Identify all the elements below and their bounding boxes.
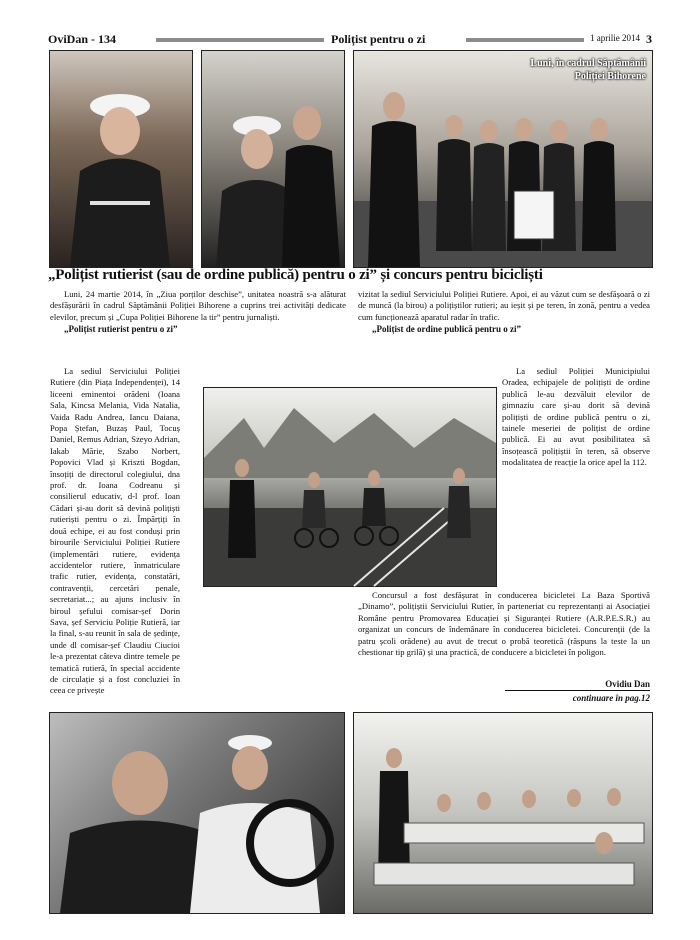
photo-group-visit xyxy=(353,50,653,268)
issue-date: 1 aprilie 2014 xyxy=(590,33,640,43)
page-number: 3 xyxy=(646,32,652,46)
subheading-traffic-police: „Polițist rutierist pentru o zi” xyxy=(64,324,178,335)
left-lead-paragraph: La sediul Serviciului Poliției Rutiere (din Piața Independenței), 14 liceeni eminentoi orădeni (Ioana Sala, Kincsa Melania, Vida Natalia, Vaida Radu Andrea, Iancu Daiana, Popa Ștefan, Buzaș Paul, Tocuș Daniel, Remus Adrian, Szeyo Adrian, Iakab Mărie, Szabo Norbert, Popovici Vlad și Kriszti Bogdan, însoțiți de directorul colegiului, dna prof. dr. Ioana Codreanu și consilierul educativ, d-l prof. Ioan Cădari și-au dorit să devină polițiști rutieriști pentru o zi. Împărțiți în două echipe, ei au fost conduși prin birourile Serviciului Poliției Rutiere (implementări rutiere, evidența accidentelor rutiere, înmatriculare trafic rutier, evidența, constatări, contravenții, cercetări penale, secretariat...; au ajuns inclusiv în biroul șefului comisar-șef Dorin Sava, șef Serviciu Poliție Rutieră, iar la final, s-au reunit în sala de ședințe, unde dl comisar-șef Claudiu Ciucioi le-a prezentat câteva dintre temele pe tematică rutieră, în special accidente de circulație și a fost concluziei în ceea ce privește xyxy=(50,366,180,696)
article-right-bottom xyxy=(358,590,650,678)
public-order-paragraph: La sediul Poliției Municipiului Oradea, echipajele de polițiști de ordine publică le-au dezvăluit elevilor de gimnaziu care și-au dorit să devină polițiști de ordine publică pentru o zi, tainele meseriei de polițist de ordine publică. Ei au avut posibilitatea să însoțească polițiștii în teren, să observe modalitatea de reacție la orice apel la 112. xyxy=(502,366,650,468)
article-headline: „Polițist rutierist (sau de ordine publică) pentru o zi” și concurs pentru bicicliști xyxy=(48,267,543,283)
issue-number: OviDan - 134 xyxy=(48,32,117,46)
photo-bicycle-contest xyxy=(203,387,497,587)
continued-note: continuare în pag.12 xyxy=(572,693,650,703)
article-intro xyxy=(50,289,346,336)
header-rule-left xyxy=(156,38,324,42)
article-left-narrow xyxy=(50,366,180,696)
intro-paragraph: Luni, 24 martie 2014, în „Ziua porților deschise”, unitatea noastră s-a alăturat desfășurării în cadrul Săptămânii Poliției Bihorene a cuprins trei activități dedicate elevilor, precum și „Cupa Poliției Bihorene la tir” pentru jurnaliști. xyxy=(50,289,346,322)
right-lead-paragraph: vizitat la sediul Serviciului Poliției Rutiere. Apoi, ei au văzut cum se desfășoară o zi de muncă (la birou) a polițiștilor rutieri; au ieșit și pe teren, în zonă, pentru a vedea cum funcționează aparatul radar în trafic. xyxy=(358,289,650,322)
author-signature: Ovidiu Dan xyxy=(605,679,650,689)
article-right-top xyxy=(358,289,650,336)
photo-police-car xyxy=(49,712,345,914)
article-right-narrow xyxy=(502,366,650,588)
header-rule-right xyxy=(466,38,584,42)
section-title: Polițist pentru o zi xyxy=(331,32,426,46)
photo-caption-line-1: Luni, în cadrul Săptămânii xyxy=(530,58,646,69)
page-header xyxy=(48,30,652,48)
photo-caption-line-2: Poliției Bihorene xyxy=(574,71,646,82)
signature-rule xyxy=(505,690,650,691)
photo-caption xyxy=(530,57,646,83)
photo-classroom-test xyxy=(353,712,653,914)
photo-student-police-cap xyxy=(49,50,193,268)
bicycle-contest-paragraph: Concursul a fost desfășurat în conducerea bicicletei La Baza Sportivă „Dinamo”, polițiștii Serviciului Rutier, în parteneriat cu reprezentanți ai Asociației Române pentru Promovarea Educației și Siguranței Rutiere (A.R.P.E.S.R.) au organizat un concurs de îndemânare în conducerea bicicletei. Concurenții (de la patru școli orădene) au avut de trecut o probă teoretică (răspuns la teste la un chestionar tip grilă) și una practică, de conducere a bicicletei în poligon. xyxy=(358,590,650,658)
subheading-public-order: „Polițist de ordine publică pentru o zi” xyxy=(372,324,522,335)
photo-student-and-officer xyxy=(201,50,345,268)
